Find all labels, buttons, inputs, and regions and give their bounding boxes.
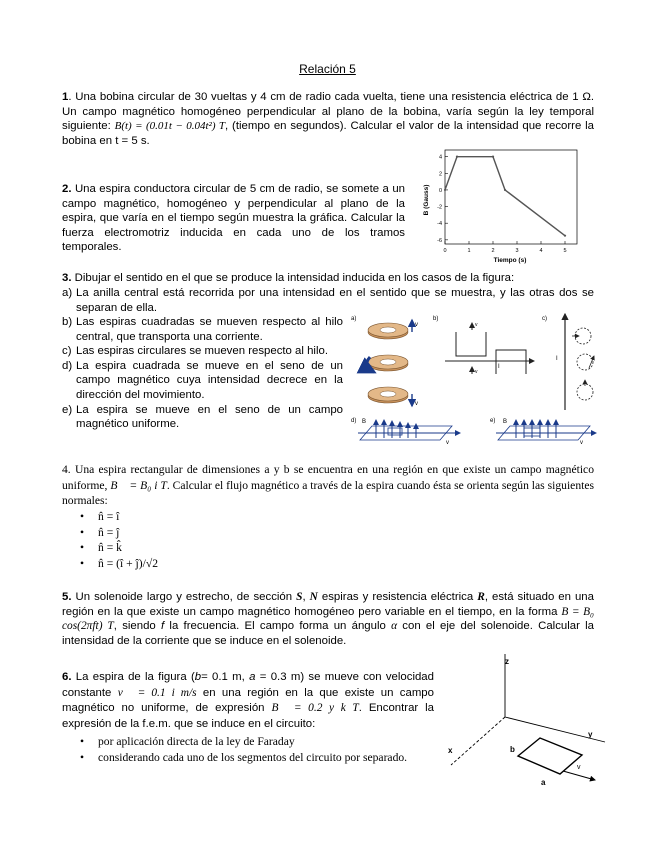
- list-item: • por aplicación directa de la ley de Faraday: [62, 734, 434, 750]
- fig-v-b2: v: [475, 369, 478, 375]
- problem-5-text-d: , siendo: [113, 620, 162, 633]
- problem-6-text-a: La espira de la figura (: [71, 671, 195, 683]
- item-label: b): [62, 316, 73, 328]
- item-label: d): [62, 359, 73, 372]
- fig-v-e: v: [580, 440, 583, 446]
- item-text: Las espiras circulares se mueven respecto al hilo.: [76, 345, 328, 358]
- fig-z: z: [505, 657, 509, 666]
- list-item: • considerando cada uno de los segmentos del circuito por separado.: [62, 750, 434, 766]
- problem-5-number: 5.: [62, 591, 72, 603]
- problem-2-text: Una espira conductora circular de 5 cm de radio, se somete a un campo magnético, homogéneo y perpendicular al plano de la espira, que varía en el tiempo según muestra la gráfica. Calcular la fuerza electromotriz inducida en cada uno de los tramos temporales.: [62, 183, 405, 254]
- fig-v-a2: v: [415, 401, 418, 407]
- problem-2: [62, 182, 405, 255]
- var-N: N: [309, 591, 318, 603]
- fig-I-c: I: [556, 356, 558, 362]
- problem-1-number: 1: [62, 91, 69, 103]
- problem-4-formula: B⃗ = B₀ i T: [110, 478, 167, 492]
- chart-x-tick-label: 5: [563, 248, 567, 254]
- var-alpha: α: [391, 620, 398, 633]
- list-item: [62, 344, 343, 359]
- item-text: La espira cuadrada se mueve en el seno de un campo magnético cuya intensidad decrece en la dirección del movimiento.: [76, 359, 343, 401]
- problem-3-number: 3.: [62, 272, 72, 284]
- chart-x-tick-label: 0: [443, 248, 447, 254]
- fig-label-e: e): [490, 418, 496, 424]
- problem-5: [62, 590, 594, 648]
- problem-4-text: 4. Una espira rectangular de dimensiones a y b se encuentra en una región en que existe un campo magnético uniforme,: [62, 463, 594, 492]
- fig-v: v: [577, 764, 581, 771]
- fig-x: x: [448, 746, 453, 755]
- problem-6: [62, 670, 434, 732]
- problem-5-text-b: espiras y resistencia eléctrica: [317, 591, 478, 603]
- fig-label-c: c): [542, 316, 547, 322]
- bfield-chart: [415, 140, 585, 266]
- problem-3-intro-text: Dibujar el sentido en el que se produce la intensidad inducida en los casos de la figura:: [71, 272, 515, 284]
- chart-y-tick-label: -4: [437, 221, 442, 228]
- problem-6-text-c: . Encontrar la expresión de la f.e.m. que se induce en el circuito:: [62, 702, 434, 730]
- fig-v-d: v: [446, 440, 449, 446]
- problem-6-field: B⃗ = 0.2 y k T: [271, 702, 359, 714]
- fig-y: y: [588, 730, 593, 739]
- loop-c3: [577, 384, 593, 400]
- list-item: [62, 403, 343, 432]
- fig-label-b: b): [433, 316, 439, 322]
- loop-b1: [456, 332, 486, 356]
- chart-y-tick-label: -6: [437, 237, 442, 244]
- item-text: La anilla central está recorrida por una intensidad en el sentido que se muestra, y las otras dos se separan de ella.: [76, 287, 594, 314]
- chart-point: [504, 189, 506, 191]
- problem-3-intro: [62, 271, 594, 286]
- loop-b2: [496, 350, 526, 374]
- x-axis: [451, 717, 505, 765]
- chart-point: [492, 156, 494, 158]
- chart-x-tick-label: 2: [491, 248, 495, 254]
- problem-1-text: . Una bobina circular de 30 vueltas y 4 cm de radio cada vuelta, tiene una resistencia eléctrica de 1 Ω. Un campo magnético homogéneo perpendicular al plano de la bobina, varía según la ley temporal siguiente:: [62, 91, 594, 133]
- fig-b: b: [510, 745, 515, 754]
- problem-5-text-c: , está situado en una región en la que existe un campo magnético homogéneo pero variable en el tiempo, en la forma: [62, 591, 594, 618]
- loop-3d-figure: [445, 652, 615, 802]
- fig-v-a1: v: [415, 322, 418, 328]
- var-f: f: [161, 620, 165, 633]
- problem-4-normals: [62, 509, 362, 571]
- chart-y-tick-label: -2: [437, 204, 442, 211]
- chart-x-tick-label: 1: [467, 248, 471, 254]
- fig-label-a: a): [351, 316, 357, 322]
- ring-top: [368, 323, 408, 339]
- fig-I-b: I: [498, 364, 500, 370]
- ring-middle: [368, 355, 408, 371]
- item-text: Las espiras cuadradas se mueven respecto al hilo central, que transporta una corriente.: [76, 316, 343, 343]
- list-item: • n̂ = k̂: [62, 540, 362, 556]
- list-item: • n̂ = ĵ: [62, 525, 362, 541]
- chart-point: [564, 235, 566, 237]
- var-b: b: [194, 671, 202, 683]
- problem-6-text-b: en una región en la que existe un campo magnético no uniforme, de expresión: [62, 686, 434, 714]
- problem-4: [62, 462, 594, 509]
- velocity-arrow: [563, 771, 595, 780]
- chart-y-tick-label: 0: [438, 187, 442, 194]
- chart-point: [456, 156, 458, 158]
- problem-5-text-a: Un solenoide largo y estrecho, de sección: [71, 591, 297, 603]
- var-S: S: [296, 591, 303, 603]
- loop-rect: [518, 738, 582, 774]
- item-label: a): [62, 287, 73, 299]
- problem-5-sep: ,: [302, 591, 310, 603]
- list-item: [62, 315, 343, 344]
- problem-4-text-end: . Calcular el flujo magnético a través de la espira cuando ésta se orienta según las siguientes normales:: [62, 478, 594, 507]
- problem-6-bullets: [62, 734, 434, 765]
- problem-1-formula: B(t) = (0.01t − 0.04t²) T: [114, 120, 226, 133]
- chart-x-tick-label: 4: [539, 248, 543, 254]
- ring-bottom: [368, 387, 408, 403]
- problem-2-number: 2.: [62, 183, 72, 195]
- fig-label-d: d): [351, 418, 357, 424]
- item-label: e): [62, 403, 73, 416]
- loop-c2: [577, 354, 593, 370]
- var-R: R: [477, 591, 485, 603]
- fig-v-b1: v: [475, 322, 478, 328]
- chart-x-label: Tiempo (s): [493, 257, 527, 264]
- list-item: [62, 359, 343, 403]
- problem-5-formula: B = B₀ cos(2πft) T: [62, 605, 594, 633]
- fig-a: a: [541, 778, 546, 787]
- list-item: • n̂ = (î + ĵ)/√2: [62, 556, 362, 572]
- item-text: La espira se mueve en el seno de un campo magnético uniforme.: [76, 403, 343, 431]
- item-label: c): [62, 345, 72, 358]
- chart-point: [444, 189, 446, 191]
- fig-B-e: B: [503, 419, 508, 425]
- problem-6-b-val: = 0.1 m,: [201, 671, 250, 683]
- problem-5-text-e: la frecuencia. El campo forma un ángulo: [164, 620, 392, 633]
- problem-5-text-f: con el eje del solenoide. Calcular la intensidad de la corriente que se induce en el solenoide.: [62, 620, 595, 647]
- problem-6-a-val: = 0.3 m) se mueve con velocidad constante: [62, 671, 434, 699]
- chart-y-tick-label: 2: [438, 171, 442, 178]
- chart-y-tick-label: 4: [438, 154, 442, 161]
- field-lines-e: [516, 420, 556, 438]
- chart-y-label: B (Gauss): [423, 184, 430, 216]
- var-a: a: [249, 671, 256, 683]
- problem-3-list: [62, 315, 343, 432]
- problem-6-number: 6.: [62, 671, 72, 683]
- page-title: Relación 5: [299, 62, 356, 76]
- fig-B-d: B: [362, 419, 367, 425]
- induction-figure: [348, 310, 598, 455]
- list-item: • n̂ = î: [62, 509, 362, 525]
- problem-6-velocity: v⃗ = 0.1 i m/s: [117, 686, 197, 699]
- problem-1-text-end: , (tiempo en segundos). Calcular el valor de la intensidad que recorre la bobina en t = 5 s.: [62, 120, 594, 147]
- chart-x-tick-label: 3: [515, 248, 519, 254]
